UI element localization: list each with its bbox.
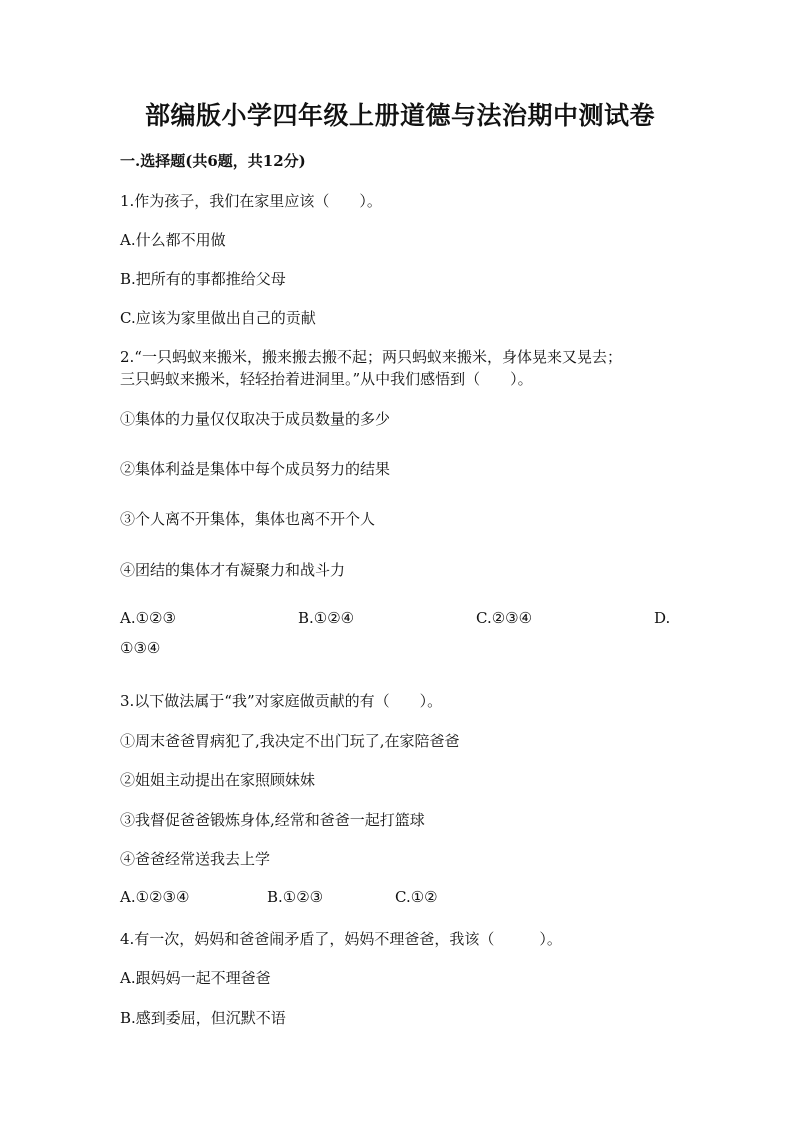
question-3-option-a: A.①②③④ — [120, 888, 190, 906]
question-2-option-a: A.①②③ — [120, 609, 176, 627]
question-1-option-b: B.把所有的事都推给父母 — [120, 270, 286, 288]
question-1-stem: 1.作为孩子，我们在家里应该（ ）。 — [120, 192, 382, 210]
question-4-option-b: B.感到委屈，但沉默不语 — [120, 1009, 286, 1027]
question-2-statement-2: ②集体利益是集体中每个成员努力的结果 — [120, 460, 391, 478]
question-3-statement-4: ④爸爸经常送我去上学 — [120, 850, 271, 868]
question-2-option-d-label: D. — [654, 609, 671, 627]
question-2-stem-line-2: 三只蚂蚁来搬米，轻轻抬着进洞里。”从中我们感悟到（ ）。 — [120, 370, 533, 388]
question-4-stem: 4.有一次，妈妈和爸爸闹矛盾了，妈妈不理爸爸，我该（ ）。 — [120, 930, 562, 948]
question-2-statement-1: ①集体的力量仅仅取决于成员数量的多少 — [120, 410, 391, 428]
question-4-option-a: A.跟妈妈一起不理爸爸 — [120, 969, 271, 987]
question-2-option-d-value: ①③④ — [120, 639, 161, 657]
section-heading: 一.选择题(共6题，共12分) — [120, 152, 306, 170]
page-title: 部编版小学四年级上册道德与法治期中测试卷 — [144, 101, 655, 130]
question-3-option-c: C.①② — [395, 888, 438, 906]
question-1-option-a: A.什么都不用做 — [120, 231, 226, 249]
question-1-option-c: C.应该为家里做出自己的贡献 — [120, 309, 316, 327]
question-2-stem-line-1: 2.“一只蚂蚁来搬米，搬来搬去搬不起；两只蚂蚁来搬米，身体晃来又晃去； — [120, 348, 622, 366]
question-2-option-b: B.①②④ — [298, 609, 355, 627]
question-3-statement-2: ②姐姐主动提出在家照顾妹妹 — [120, 771, 316, 789]
question-3-option-b: B.①②③ — [267, 888, 324, 906]
question-3-statement-3: ③我督促爸爸锻炼身体,经常和爸爸一起打篮球 — [120, 811, 425, 829]
question-3-statement-1: ①周末爸爸胃病犯了,我决定不出门玩了,在家陪爸爸 — [120, 732, 460, 750]
question-3-stem: 3.以下做法属于“我”对家庭做贡献的有（ ）。 — [120, 692, 443, 710]
question-2-statement-3: ③个人离不开集体，集体也离不开个人 — [120, 510, 376, 528]
question-2-option-c: C.②③④ — [476, 609, 533, 627]
question-2-statement-4: ④团结的集体才有凝聚力和战斗力 — [120, 561, 346, 579]
